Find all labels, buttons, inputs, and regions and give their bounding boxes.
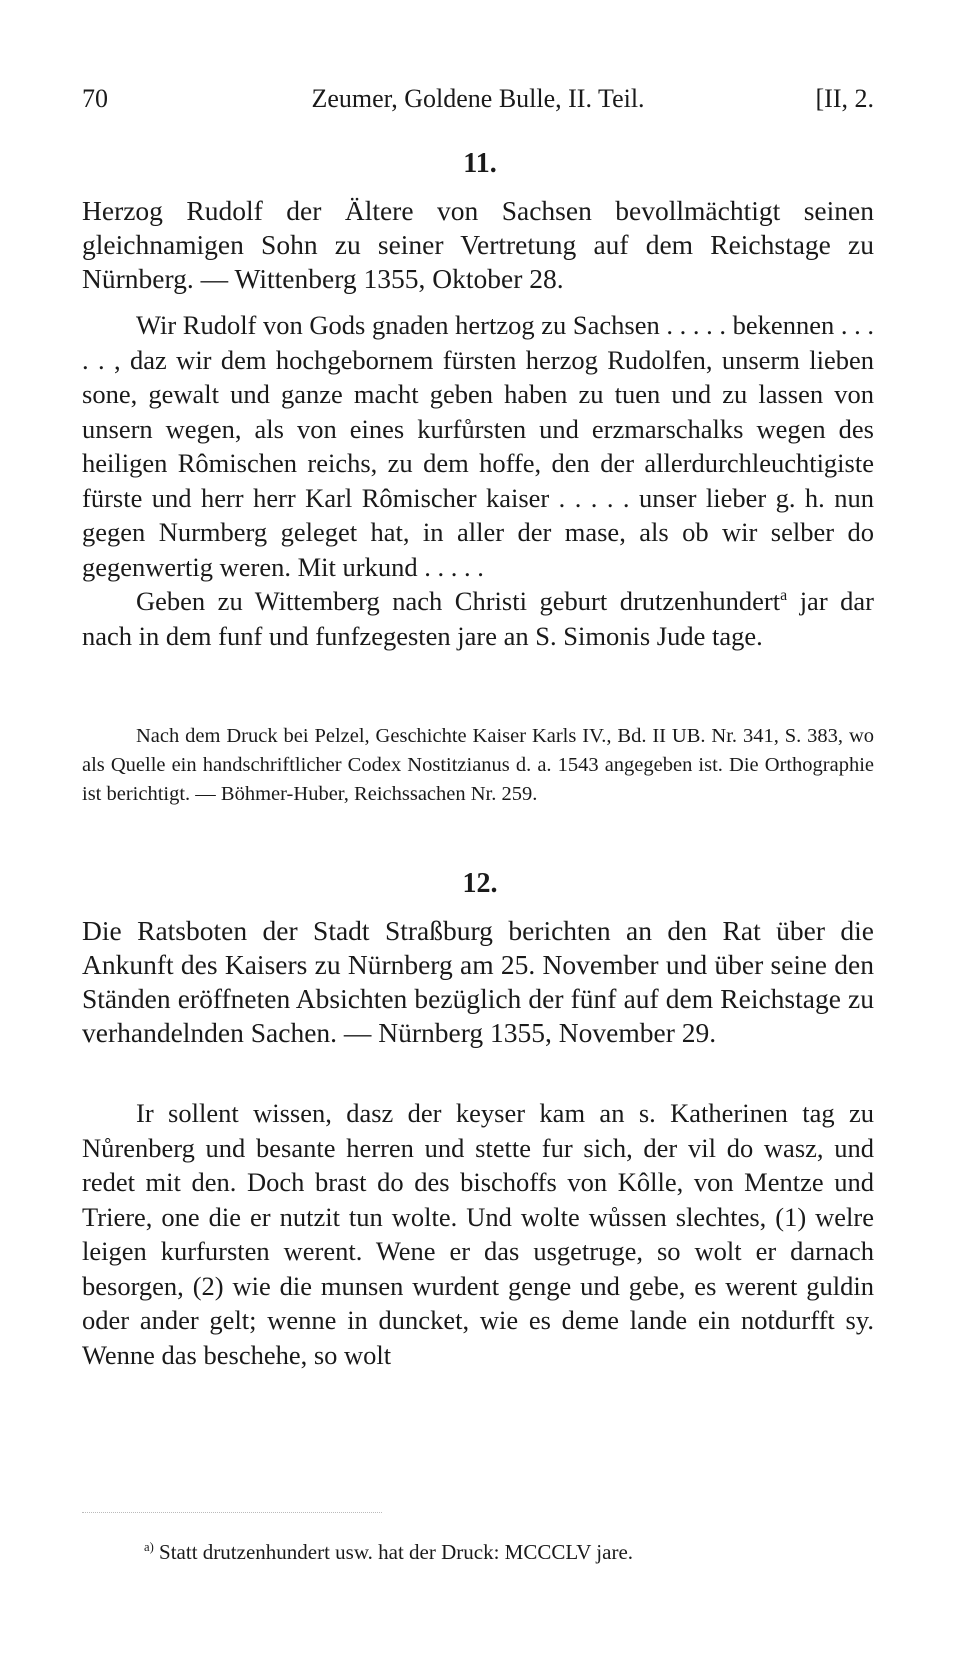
paragraph: Ir sollent wissen, dasz der keyser kam an s. Katherinen tag zu Nůrenberg und besante herren und stette fur sich, der vil do wasz, und redet mit den. Doch brast do des bischoffs von Kôlle, von Mentze und Triere, one die er nutzit tun wolte. Und wolte wůssen slechtes, (1) welre leigen kurfursten werent. Wene er das usgetruge, so wolt er darnach besorgen, (2) wie die munsen wurdent genge und gebe, es werent guldin oder ander gelt; wenne in duncket, wie es deme lande ein notdurfft sy. Wenne das beschehe, so wolt (82, 1098, 874, 1370)
running-head (82, 84, 874, 124)
paragraph: Wir Rudolf von Gods gnaden hertzog zu Sachsen . . . . . bekennen . . . . . , daz wir dem hochgebornem fürsten herzog Rudolfen, unserm lieben sone, gewalt und ganze macht geben haben zu tuen und zu lassen von unsern wegen, als von eines kurfůrsten und erzmarschalks wegen des heiligen Rômischen reichs, zu dem hoffe, den der allerdurchleuchtigiste fürste und herr herr Karl Rômischer kaiser . . . . . unser lieber g. h. nun gegen Nurmberg geleget hat, in aller der mase, als ob wir selber do gegenwertig weren. Mit urkund . . . . . (82, 310, 874, 582)
running-title: Zeumer, Goldene Bulle, II. Teil. (311, 84, 645, 113)
document-heading-11: Herzog Rudolf der Ältere von Sachsen bevollmächtigt seinen gleichnamigen Sohn zu seiner Vertretung auf dem Reichstage zu Nürnberg. — Wittenberg 1355, Oktober 28. (82, 195, 874, 294)
document-text-11 (82, 308, 874, 653)
document-text-12 (82, 1096, 874, 1372)
document-number-12: 12. (462, 868, 498, 899)
document-number-11: 11. (463, 148, 497, 179)
section-marker: [II, 2. (815, 84, 874, 113)
footnote-text: Statt drutzenhundert usw. hat der Druck: MCCCLV jare. (159, 1540, 634, 1564)
footnote-separator (82, 1512, 382, 1513)
footnote-reference: a (780, 587, 788, 605)
paragraph: Geben zu Wittemberg nach Christi geburt drutzenhundert$^a$ jar dar nach in dem funf und funfzegesten jare an S. Simonis Jude tage. (82, 586, 874, 651)
page-number: 70 (82, 84, 108, 113)
footnote (144, 1537, 874, 1567)
document-heading-12: Die Ratsboten der Stadt Straßburg berichten an den Rat über die Ankunft des Kaisers zu Nürnberg am 25. November und über seine den Ständen eröffneten Absichten bezüglich der fünf auf dem Reichstage zu verhandelnden Sachen. — Nürnberg 1355, November 29. (82, 915, 874, 1048)
source-note-11: Nach dem Druck bei Pelzel, Geschichte Kaiser Karls IV., Bd. II UB. Nr. 341, S. 383, wo als Quelle ein handschriftlicher Codex Nostitzianus d. a. 1543 angegeben ist. Die Orthographie ist berichtigt. — Böhmer-Huber, Reichssachen Nr. 259. (82, 725, 874, 805)
footnote-marker: a) (144, 1540, 154, 1554)
